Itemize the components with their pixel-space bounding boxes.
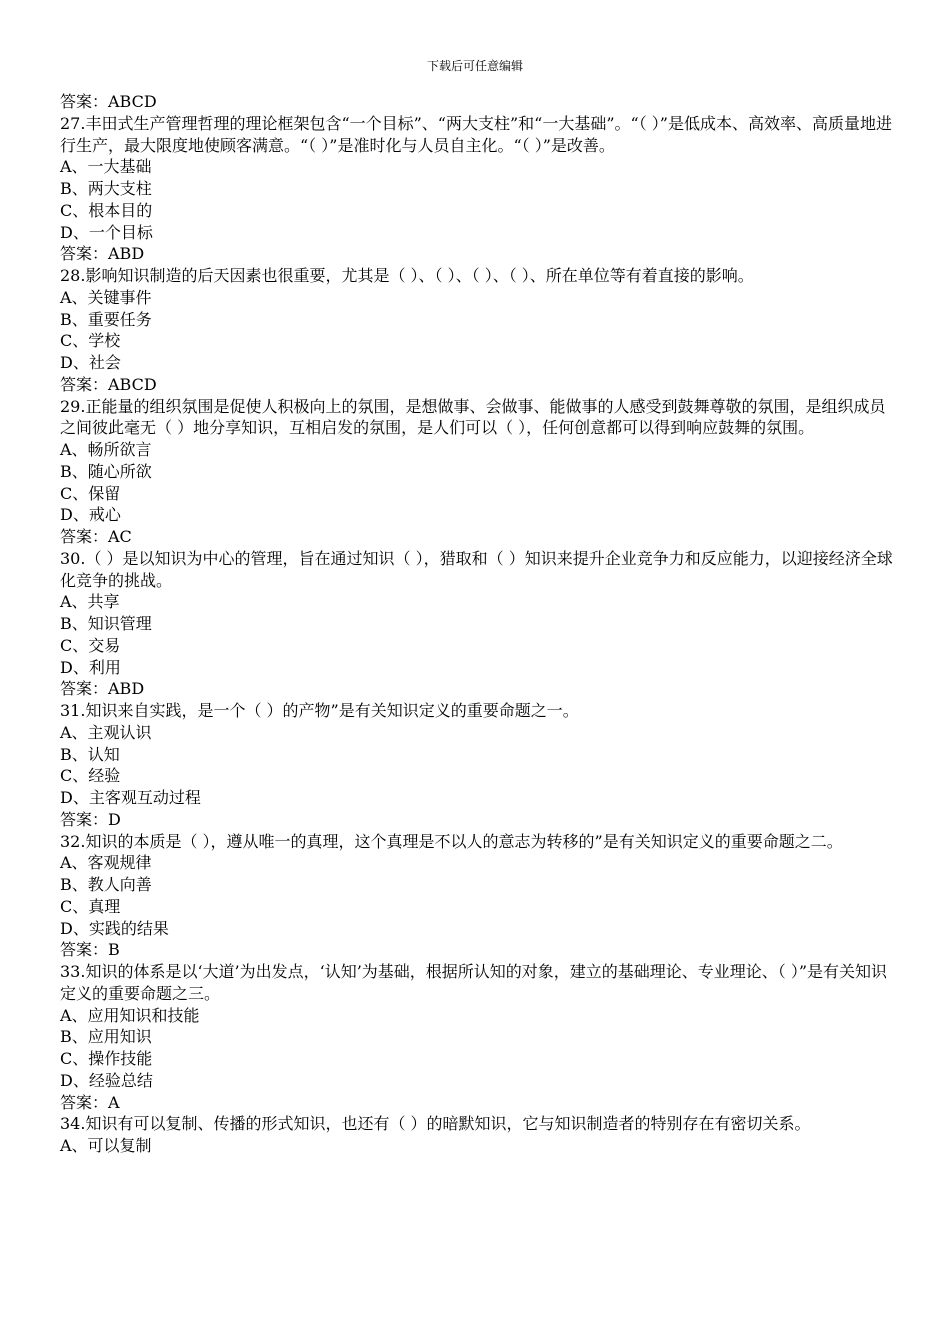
answer-option: A、一大基础 [60,157,152,177]
answer-option: D、主客观互动过程 [60,788,201,807]
answer-option: B、认知 [60,744,120,764]
answer-option: C、交易 [60,635,121,655]
answer-option: A、关键事件 [60,287,152,307]
answer-option: D、戒心 [60,505,121,525]
answer-option: D、利用 [60,657,121,677]
answer-key: 答案：ABCD [60,92,157,111]
answer-option: C、保留 [60,483,121,503]
answer-option: A、客观规律 [60,853,152,873]
answer-option: A、共享 [60,592,120,612]
answer-option: C、根本目的 [60,200,153,220]
answer-key: 答案：ABD [60,679,145,699]
header-note: 下载后可任意编辑 [426,59,523,73]
answer-key: 答案：A [60,1092,120,1112]
question-text: 33.知识的体系是以‘大道’为出发点，‘认知’为基础，根据所认知的对象，建立的基础理论、专业理论、（ ）”是有关知识定义的重要命题之三。 [60,962,888,1003]
question-text: 31.知识来自实践，是一个（ ）的产物”是有关知识定义的重要命题之一。 [60,701,579,720]
document-body [60,91,896,1157]
question-text: 34.知识有可以复制、传播的形式知识，也还有（ ）的暗默知识，它与知识制造者的特别存在有密切关系。 [60,1114,811,1134]
answer-option: D、经验总结 [60,1070,153,1090]
answer-option: B、两大支柱 [60,179,152,198]
answer-option: B、重要任务 [60,309,152,329]
answer-option: D、社会 [60,353,121,372]
answer-option: C、经验 [60,766,121,786]
question-text: 30.（ ）是以知识为中心的管理，旨在通过知识（ ），猎取和（ ）知识来提升企业竞争力和反应能力，以迎接经济全球化竞争的挑战。 [60,548,893,590]
answer-option: A、应用知识和技能 [60,1005,200,1025]
answer-key: 答案：ABCD [60,374,157,394]
answer-option: A、畅所欲言 [60,440,152,459]
answer-option: C、学校 [60,331,121,351]
answer-key: 答案：ABD [60,244,145,264]
answer-option: A、主观认识 [60,722,152,742]
answer-option: B、知识管理 [60,614,152,633]
answer-option: B、应用知识 [60,1027,152,1047]
answer-option: C、操作技能 [60,1049,153,1068]
answer-key: 答案：B [60,940,120,960]
answer-option: D、实践的结果 [60,918,169,938]
answer-option: C、真理 [60,896,121,916]
answer-option: A、可以复制 [60,1136,152,1155]
question-text: 32.知识的本质是（ ），遵从唯一的真理，这个真理是不以人的意志为转移的”是有关知识定义的重要命题之二。 [60,831,843,851]
question-text: 29.正能量的组织氛围是促使人积极向上的氛围，是想做事、会做事、能做事的人感受到鼓舞尊敬的氛围，是组织成员之间彼此毫无（ ）地分享知识，互相启发的氛围，是人们可以（ ），任何创意都可以得到响应鼓舞的氛围。 [60,396,886,438]
answer-option: D、一个目标 [60,222,153,242]
answer-option: B、教人向善 [60,875,152,894]
answer-option: B、随心所欲 [60,461,152,481]
question-text: 28.影响知识制造的后天因素也很重要，尤其是（ ）、（ ）、（ ）、（ ）、所在单位等有着直接的影响。 [60,266,754,285]
answer-key: 答案：AC [60,527,132,546]
question-text: 27.丰田式生产管理哲理的理论框架包含“一个目标”、“两大支柱”和“一大基础”。“（ ）”是低成本、高效率、高质量地进行生产，最大限度地使顾客满意。“（ ）”是准时化与人员自主化。“（ ）”是改善。 [60,113,892,155]
answer-key: 答案：D [60,809,121,829]
